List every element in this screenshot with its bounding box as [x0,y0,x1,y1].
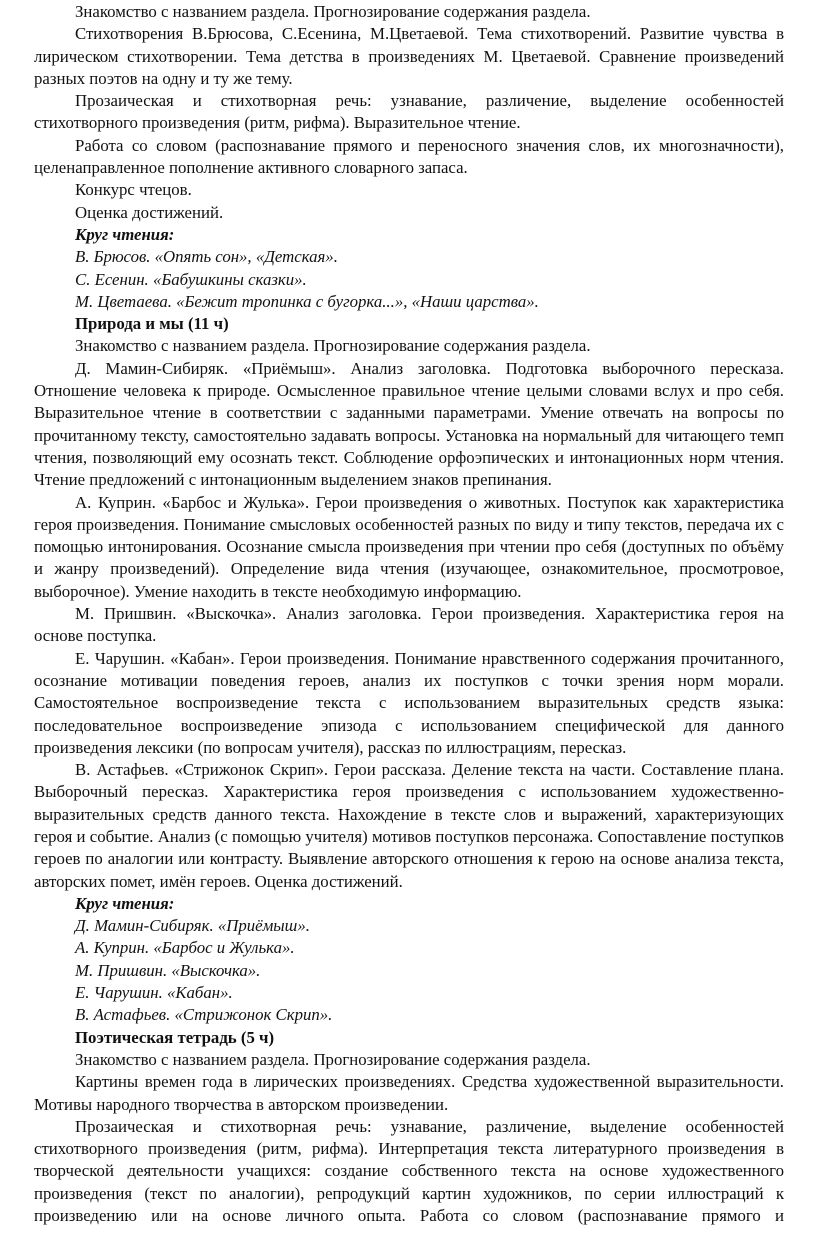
reading-list-item: М. Пришвин. «Выскочка». [75,960,261,980]
paragraph: Работа со словом (распознавание прямого и переносного значения слов, их многозначности), целенаправленное пополнение активного словарного запаса. [34,135,784,178]
paragraph: Д. Мамин-Сибиряк. «Приёмыш». Анализ заголовка. Подготовка выборочного пересказа. Отношение человека к природе. Осмысленное правильное чтение целыми словами вслух и про себя. Выразительное чтение в соответствии с заданными параметрами. Умение отвечать на вопросы по прочитанному тексту, самостоятельно задавать вопросы. Установка на нормальный для читающего темп чтения, позволяющий ему осознать текст. Соблюдение орфоэпических и интонационных норм чтения. Чтение предложений с интонационным выделением знаков препинания. [34,358,784,490]
paragraph: А. Куприн. «Барбос и Жулька». Герои произведения о животных. Поступок как характеристика героя произведения. Понимание смысловых особенностей разных по виду и типу текстов, передача их с помощью интонирования. Осознание смысла произведения при чтении про себя (доступных по объёму и жанру произведений). Определение вида чтения (изучающее, ознакомительное, просмотровое, выборочное). Умение находить в тексте необходимую информацию. [34,492,784,601]
reading-list-item: В. Астафьев. «Стрижонок Скрип». [75,1005,333,1025]
reading-circle-heading: Круг чтения: [75,224,175,244]
reading-list-item: М. Цветаева. «Бежит тропинка с бугорка...», «Наши царства». [75,291,539,311]
paragraph: Прозаическая и стихотворная речь: узнавание, различение, выделение особенностей стихотворного произведения (ритм, рифма). Интерпретация текста литературного произведения в творческой деятельности учащихся: создание собственного текста на основе художественного произведения (текст по аналогии), репродукций картин художников, по серии иллюстраций к произведению или на основе личного опыта. Работа со словом (распознавание прямого и [34,1116,784,1226]
paragraph: Картины времен года в лирических произведениях. Средства художественной выразительности. Мотивы народного творчества в авторском произведении. [34,1072,784,1114]
paragraph: Е. Чарушин. «Кабан». Герои произведения. Понимание нравственного содержания прочитанного, осознание мотивации поведения героев, анализ их поступков с точки зрения норм морали. Самостоятельное воспроизведение текста с использованием выразительных средств языка: последовательное воспроизведение эпизода с использованием специфической для данного произведения лексики (по вопросам учителя), рассказ по иллюстрациям, пересказ. [34,648,784,757]
text-line: Оценка достижений. [75,202,224,222]
paragraph: В. Астафьев. «Стрижонок Скрип». Герои рассказа. Деление текста на части. Составление плана. Выборочный пересказ. Характеристика героя произведения с использованием художественно-выразительных средств данного текста. Нахождение в тексте слов и выражений, характеризующих героя и событие. Анализ (с помощью учителя) мотивов поступков персонажа. Сопоставление поступков героев по аналогии или контрасту. Выявление авторского отношения к герою на основе анализа текста, авторских помет, имён героев. Оценка достижений. [34,760,784,891]
reading-list-item: С. Есенин. «Бабушкины сказки». [75,269,307,289]
paragraph: Прозаическая и стихотворная речь: узнавание, различение, выделение особенностей стихотворного произведения (ритм, рифма). Выразительное чтение. [34,91,784,133]
intro-text: Знакомство с названием раздела. Прогнозирование содержания раздела. [75,2,591,21]
paragraph: М. Пришвин. «Выскочка». Анализ заголовка. Герои произведения. Характеристика героя на основе поступка. [34,604,784,646]
section-heading: Природа и мы (11 ч) [75,314,229,334]
document-page [34,1,784,1227]
section-heading: Поэтическая тетрадь (5 ч) [75,1027,275,1047]
reading-circle-heading: Круг чтения: [75,893,175,913]
reading-list-item: А. Куприн. «Барбос и Жулька». [75,938,295,958]
intro-text: Знакомство с названием раздела. Прогнозирование содержания раздела. [75,1049,591,1069]
reading-list-item: Е. Чарушин. «Кабан». [75,983,233,1003]
reading-list-item: В. Брюсов. «Опять сон», «Детская». [75,247,338,267]
text-line: Конкурс чтецов. [75,180,192,200]
intro-text: Знакомство с названием раздела. Прогнозирование содержания раздела. [75,336,591,356]
reading-list-item: Д. Мамин-Сибиряк. «Приёмыш». [75,916,310,936]
paragraph: Стихотворения В.Брюсова, С.Есенина, М.Цветаевой. Тема стихотворений. Развитие чувства в лирическом стихотворении. Тема детства в произведениях М. Цветаевой. Сравнение произведений разных поэтов на одну и ту же тему. [34,24,784,88]
